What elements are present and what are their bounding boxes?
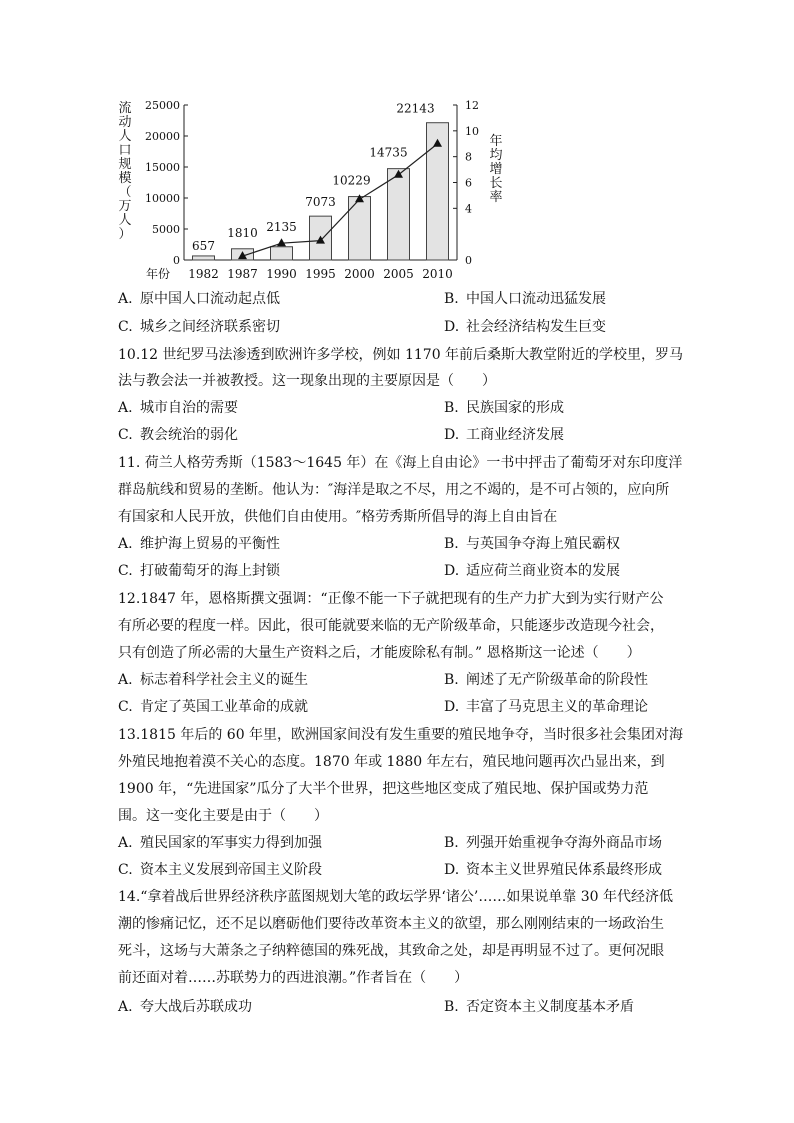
q12-option-a[interactable]: A. 标志着科学社会主义的诞生 — [118, 672, 308, 688]
q9-option-b[interactable]: B. 中国人口流动迅猛发展 — [444, 291, 606, 307]
q12-option-d[interactable]: D. 丰富了马克思主义的革命理论 — [444, 699, 648, 715]
y-tick-label-left: 25000 — [145, 99, 180, 112]
axis-label-char: 万 — [118, 199, 132, 214]
population-chart — [112, 92, 502, 287]
q9-option-c[interactable]: C. 城乡之间经济联系密切 — [118, 319, 280, 335]
x-tick-label: 1987 — [227, 267, 258, 281]
data-label: 1810 — [227, 225, 258, 240]
axis-label-char: 均 — [489, 148, 503, 163]
x-tick-label: 2005 — [383, 267, 414, 281]
y-tick-label-left: 5000 — [152, 223, 180, 236]
axis-label-char: ） — [118, 227, 132, 242]
data-label: 10229 — [332, 173, 371, 188]
q14-option-b[interactable]: B. 否定资本主义制度基本矛盾 — [444, 999, 634, 1015]
q13-option-b[interactable]: B. 列强开始重视争夺海外商品市场 — [444, 835, 662, 851]
q13-stem-line: 围。这一变化主要是由于（ ） — [118, 808, 328, 824]
y-tick-label-right: 6 — [465, 176, 472, 190]
q10-option-b[interactable]: B. 民族国家的形成 — [444, 400, 564, 416]
q11-option-a[interactable]: A. 维护海上贸易的平衡性 — [118, 536, 280, 552]
q13-option-a[interactable]: A. 殖民国家的军事实力得到加强 — [118, 835, 322, 851]
x-tick-label: 1995 — [305, 267, 336, 281]
y-tick-label-right: 12 — [465, 99, 479, 112]
q13-stem-line: 13.1815 年后的 60 年里，欧洲国家间没有发生重要的殖民地争夺，当时很多社会集团对海 — [118, 727, 684, 743]
q14-stem-line: 死斗，这场与大萧条之子纳粹德国的殊死战，其致命之处，却是再明显不过了。更何况眼 — [118, 943, 664, 959]
y-tick-label-left: 0 — [173, 254, 180, 267]
y-tick-label-right: 8 — [465, 150, 472, 164]
q10-stem-line: 法与教会法一并被教授。这一现象出现的主要原因是（ ） — [118, 373, 496, 389]
q13-option-d[interactable]: D. 资本主义世界殖民体系最终形成 — [444, 862, 662, 878]
axis-label-char: 人 — [118, 213, 132, 228]
y-tick-label-right: 0 — [465, 254, 472, 267]
q13-stem-line: 外殖民地抱着漠不关心的态度。1870 年或 1880 年左右，殖民地问题再次凸显出来，到 — [118, 754, 665, 770]
axis-label-char: 人 — [118, 129, 132, 144]
q12-option-c[interactable]: C. 肯定了英国工业革命的成就 — [118, 699, 308, 715]
q12-stem-line: 12.1847 年，恩格斯撰文强调：“正像不能一下子就把现有的生产力扩大到为实行财产公 — [118, 591, 664, 607]
data-label: 7073 — [305, 195, 336, 210]
y-tick-label-right: 4 — [465, 202, 472, 216]
growth-point — [277, 238, 286, 246]
bar — [193, 256, 215, 260]
axis-label-char: 年 — [489, 134, 503, 149]
axis-label-char: 模 — [118, 171, 132, 186]
q14-stem-line: 14.“拿着战后世界经济秩序蓝图规划大笔的政坛学界‘诸公’……如果说单靠 30 年代经济低 — [118, 889, 674, 905]
data-label: 22143 — [396, 101, 435, 116]
q10-stem-line: 10.12 世纪罗马法渗透到欧洲许多学校，例如 1170 年前后桑斯大教堂附近的学校里，罗马 — [118, 347, 684, 363]
q10-option-d[interactable]: D. 工商业经济发展 — [444, 427, 564, 443]
q13-stem-line: 1900 年，“先进国家”瓜分了大半个世界，把这些地区变成了殖民地、保护国或势力范 — [118, 781, 649, 797]
q10-option-c[interactable]: C. 教会统治的弱化 — [118, 427, 238, 443]
axis-label-char: 口 — [118, 143, 132, 158]
q11-stem-line: 有国家和人民开放，供他们自由使用。″格劳秀斯所倡导的海上自由旨在 — [118, 509, 558, 525]
axis-label-char: （ — [118, 185, 132, 200]
q10-option-a[interactable]: A. 城市自治的需要 — [118, 400, 238, 416]
axis-label-char: 流 — [118, 101, 132, 116]
x-tick-label: 2000 — [344, 267, 375, 281]
axis-label-char: 长 — [489, 176, 503, 191]
q11-stem-line: 群岛航线和贸易的垄断。他认为：″海洋是取之不尽，用之不竭的，是不可占领的，应向所 — [118, 482, 670, 498]
q14-stem-line: 潮的惨痛记忆，还不足以磨砺他们要待改革资本主义的欲望，那么刚刚结束的一场政治生 — [118, 916, 664, 932]
chart-xlabel: 年份 — [145, 267, 171, 281]
data-label: 657 — [192, 238, 215, 253]
q14-stem-line: 前还面对着……苏联势力的西进浪潮。”作者旨在（ ） — [118, 970, 469, 986]
data-label: 2135 — [266, 220, 297, 235]
axis-label-char: 规 — [118, 157, 132, 172]
q11-option-d[interactable]: D. 适应荷兰商业资本的发展 — [444, 563, 620, 579]
q11-option-c[interactable]: C. 打破葡萄牙的海上封锁 — [118, 563, 280, 579]
y-tick-label-right: 10 — [465, 124, 479, 138]
bar — [271, 247, 293, 260]
y-tick-label-left: 20000 — [145, 130, 180, 143]
q12-option-b[interactable]: B. 阐述了无产阶级革命的阶段性 — [444, 672, 648, 688]
data-label: 14735 — [369, 145, 408, 160]
axis-label-char: 率 — [489, 190, 503, 205]
q13-option-c[interactable]: C. 资本主义发展到帝国主义阶段 — [118, 862, 322, 878]
q14-option-a[interactable]: A. 夸大战后苏联成功 — [118, 999, 252, 1015]
q11-option-b[interactable]: B. 与英国争夺海上殖民霸权 — [444, 536, 620, 552]
q12-stem-line: 只有创造了所必需的大量生产资料之后，才能废除私有制。” 恩格斯这一论述（ ） — [118, 645, 641, 661]
x-tick-label: 1982 — [188, 267, 219, 281]
q12-stem-line: 有所必要的程度一样。因此，很可能就要来临的无产阶级革命，只能逐步改造现今社会， — [118, 618, 664, 634]
q11-stem-line: 11. 荷兰人格劳秀斯（1583～1645 年）在《海上自由论》一书中抨击了葡萄牙对东印度洋 — [118, 455, 683, 471]
y-tick-label-left: 10000 — [145, 192, 180, 205]
q9-option-a[interactable]: A. 原中国人口流动起点低 — [118, 291, 280, 307]
axis-label-char: 动 — [118, 115, 132, 130]
bar — [388, 169, 410, 260]
q9-option-d[interactable]: D. 社会经济结构发生巨变 — [444, 319, 606, 335]
x-tick-label: 2010 — [422, 267, 453, 281]
axis-label-char: 增 — [489, 162, 503, 177]
bar — [349, 197, 371, 260]
y-tick-label-left: 15000 — [145, 161, 180, 174]
x-tick-label: 1990 — [266, 267, 297, 281]
